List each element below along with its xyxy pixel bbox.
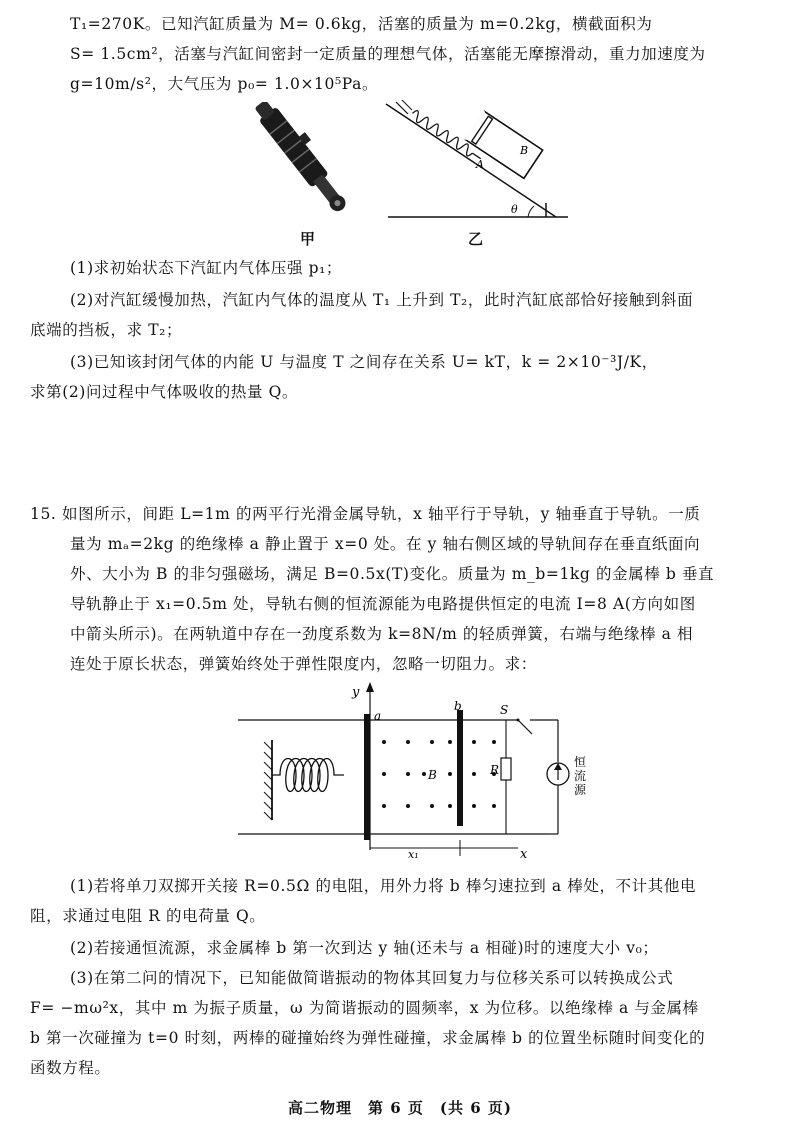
p14-q3-line-1: (3)已知该封闭气体的内能 U 与温度 T 之间存在关系 U= kT，k = 2×10⁻³J/K， [70, 353, 658, 371]
field-dots [382, 740, 496, 808]
label-theta: θ [511, 203, 518, 216]
p15-q3-line-1: (3)在第二问的情况下，已知能做简谐振动的物体其回复力与位移关系可以转换成公式 [70, 969, 674, 987]
p14-line-1: T₁=270K。已知汽缸质量为 M= 0.6kg，活塞的质量为 m=0.2kg，横截面积为 [70, 15, 653, 33]
figure-jia-caption: 甲 [300, 230, 316, 248]
shock-absorber-photo [238, 102, 368, 217]
label-R: R [490, 763, 500, 777]
p15-line-1: 15. 如图所示，间距 L=1m 的两平行光滑金属导轨，x 轴平行于导轨，y 轴垂直于导轨。一质 [30, 505, 701, 523]
p15-q1-line-1: (1)若将单刀双掷开关接 R=0.5Ω 的电阻，用外力将 b 棒匀速拉到 a 棒处，不计其他电 [70, 877, 697, 895]
p14-line-2: S= 1.5cm²，活塞与汽缸间密封一定质量的理想气体，活塞能无摩擦滑动，重力加速度为 [70, 45, 706, 63]
page-footer: 高二物理 第 6 页 (共 6 页) [288, 1099, 512, 1117]
label-b: b [454, 699, 462, 713]
p15-q3-line-3: b 第一次碰撞为 t=0 时刻，两棒的碰撞始终为弹性碰撞，求金属棒 b 的位置坐标随时间变化的 [30, 1029, 706, 1047]
label-a: a [374, 709, 382, 723]
p14-q1: (1)求初始状态下汽缸内气体压强 p₁； [70, 259, 343, 277]
p15-q3-line-2: F= −mω²x，其中 m 为振子质量，ω 为简谐振动的圆频率，x 为位移。以绝缘棒 a 与金属棒 [30, 999, 699, 1017]
label-S: S [500, 703, 509, 717]
spring [272, 759, 344, 792]
rod-b [457, 710, 463, 826]
rail-circuit-figure [228, 680, 608, 860]
p15-line-4: 导轨静止于 x₁=0.5m 处，导轨右侧的恒流源能为电路提供恒定的电流 I=8 A(方向如图 [70, 595, 696, 613]
figure-yi-caption: 乙 [468, 230, 484, 248]
label-source-1: 恒 [574, 755, 587, 769]
p15-line-3: 外、大小为 B 的非匀强磁场，满足 B=0.5x(T)变化。质量为 m_b=1kg 的金属棒 b 垂直 [70, 565, 715, 583]
label-source-2: 流 [574, 769, 587, 783]
label-x1: x₁ [408, 848, 419, 860]
p15-line-6: 连处于原长状态，弹簧始终处于弹性限度内，忽略一切阻力。求： [70, 655, 537, 673]
p14-line-3: g=10m/s²，大气压为 p₀= 1.0×10⁵Pa。 [70, 75, 379, 93]
resistor [501, 758, 511, 780]
p14-q2-line-1: (2)对汽缸缓慢加热，汽缸内气体的温度从 T₁ 上升到 T₂，此时汽缸底部恰好接触到斜面 [70, 291, 694, 309]
p14-q2-line-2: 底端的挡板，求 T₂； [30, 321, 183, 339]
p15-q3-line-4: 函数方程。 [30, 1059, 111, 1077]
label-x: x [520, 847, 528, 860]
label-source-3: 源 [574, 783, 587, 797]
p15-line-5: 中箭头所示)。在两轨道中存在一劲度系数为 k=8N/m 的轻质弹簧，右端与绝缘棒 a 相 [70, 625, 694, 643]
label-y: y [352, 685, 360, 700]
p14-q3-line-2: 求第(2)问过程中气体吸收的热量 Q。 [30, 383, 298, 401]
label-B-field: B [428, 768, 437, 782]
label-A: A [476, 158, 484, 171]
incline-cylinder-figure [378, 100, 578, 225]
rod-a [364, 714, 370, 840]
label-B: B [520, 144, 529, 157]
p15-q2: (2)若接通恒流源，求金属棒 b 第一次到达 y 轴(还未与 a 相碰)时的速度大小 v₀； [70, 939, 659, 957]
switch-blade [518, 720, 532, 734]
p15-line-2: 量为 mₐ=2kg 的绝缘棒 a 静止置于 x=0 处。在 y 轴右侧区域的导轨间存在垂直纸面向 [70, 535, 701, 553]
p15-q1-line-2: 阻，求通过电阻 R 的电荷量 Q。 [30, 907, 266, 925]
